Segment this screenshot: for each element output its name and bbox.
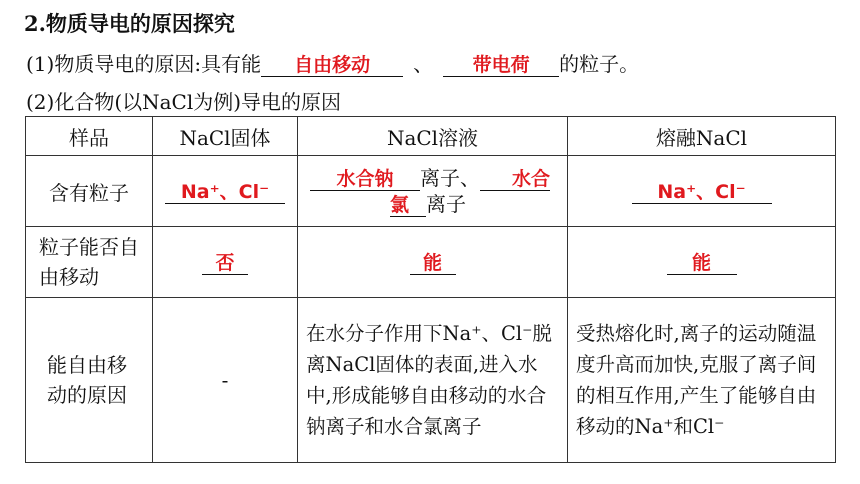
solid-particles-answer: Na⁺、Cl⁻ [180,180,270,203]
q1-answer-1: 自由移动 [294,54,371,76]
melt-particles-answer: Na⁺、Cl⁻ [657,180,746,203]
header-solution: NaCl溶液 [298,117,568,156]
solution-particles-blank-3 [390,193,426,217]
solid-particles-blank [165,180,285,204]
cell-solid-move [153,227,298,298]
solution-particles-answer-1: 水合钠 [336,168,394,190]
q1-answer-2: 带电荷 [472,54,530,76]
solution-particles-answer-2b: 氯 [390,194,410,216]
cell-melt-reason: 受热熔化时,离子的运动随温度升高而加快,克服了离子间的相互作用,产生了能够自由移动的Na⁺和Cl⁻ [568,298,836,463]
header-melt: 熔融NaCl [568,117,836,156]
solution-particles-end: 离子 [426,192,466,216]
melt-move-answer: 能 [691,251,711,274]
label-reason-text: 能自由移动的原因 [47,353,127,407]
cell-solution-particles [298,156,568,227]
solid-move-answer: 否 [215,251,235,274]
q1-blank-2 [443,53,559,77]
table-row-move [26,227,836,298]
cell-solid-reason: - [153,298,298,463]
cell-solution-reason: 在水分子作用下Na⁺、Cl⁻脱离NaCl固体的表面,进入水中,形成能够自由移动的水合钠离子和水合氯离子 [298,298,568,463]
solution-move-answer: 能 [422,251,442,274]
cell-melt-move [568,227,836,298]
section-heading [24,8,235,38]
question-1 [26,48,639,77]
solution-move-blank [410,251,456,275]
section-number: 2 [24,11,39,36]
cell-solid-particles [153,156,298,227]
solution-particles-blank-1 [310,167,420,191]
q1-separator: 、 [413,52,434,76]
melt-particles-blank [632,180,772,204]
cell-melt-particles [568,156,836,227]
cell-solution-move [298,227,568,298]
melt-move-blank [667,251,737,275]
question-2: (2)化合物(以NaCl为例)导电的原因 [26,90,342,114]
label-reason [26,298,153,463]
q1-prefix: (1)物质导电的原因:具有能 [26,52,262,76]
solid-move-blank [202,251,248,275]
section-title: .物质导电的原因探究 [38,11,235,36]
solution-particles-mid: 离子、 [420,166,480,190]
solution-particles-blank-2 [480,167,550,191]
header-sample: 样品 [26,117,153,156]
solution-particles-answer-2a: 水合 [511,168,550,190]
header-solid: NaCl固体 [153,117,298,156]
label-particles: 含有粒子 [26,156,153,227]
q1-blank-1 [261,53,403,77]
table-header-row [26,117,836,156]
nacl-table [25,116,836,463]
table-row-particles [26,156,836,227]
q1-suffix: 的粒子。 [559,52,640,76]
table-row-reason [26,298,836,463]
label-move-text: 粒子能否自由移动 [39,235,139,289]
label-move [26,227,153,298]
